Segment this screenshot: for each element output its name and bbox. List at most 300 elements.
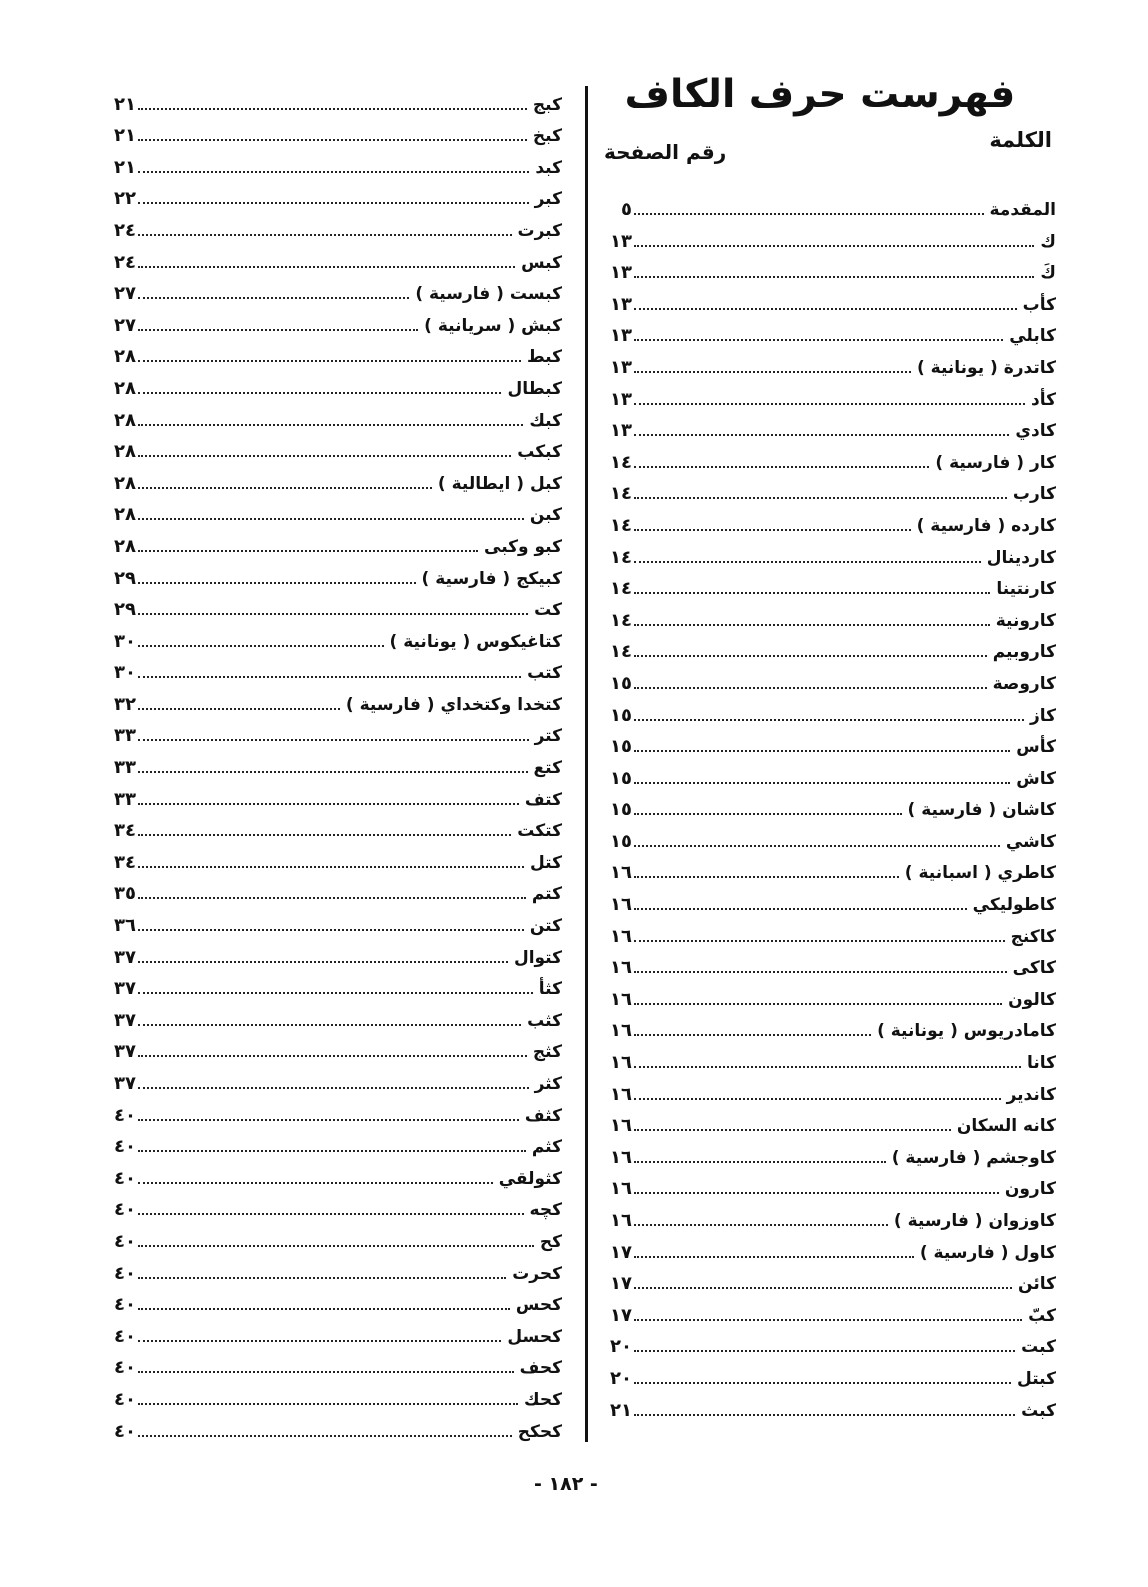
entry-word: كاوجشم ( فارسية )	[891, 1147, 1056, 1168]
index-entry	[596, 915, 1056, 947]
entry-word: كادي	[1015, 421, 1056, 442]
index-entry	[100, 431, 562, 463]
index-entry	[596, 568, 1056, 600]
entry-word: كالون	[1008, 989, 1056, 1010]
dot-leader	[138, 865, 524, 868]
index-entry	[100, 462, 562, 494]
entry-page-number: ١٥	[610, 767, 632, 789]
dot-leader	[634, 1349, 1015, 1352]
entry-page-number: ٣٧	[114, 1073, 136, 1094]
column-divider	[585, 86, 588, 1442]
entry-page-number: ٤٠	[114, 1325, 136, 1347]
index-entry	[596, 978, 1056, 1010]
dot-leader	[138, 328, 418, 331]
index-entry	[100, 115, 562, 147]
index-entry	[596, 852, 1056, 884]
index-entry	[596, 883, 1056, 915]
entry-page-number: ٢١	[114, 125, 136, 147]
entry-page-number: ٢١	[610, 1399, 632, 1421]
entry-word: كاروصة	[992, 673, 1056, 694]
dot-leader	[634, 623, 990, 626]
entry-word: كتر	[534, 726, 562, 747]
index-entry	[596, 820, 1056, 852]
entry-word: كاطري ( اسبانية )	[904, 863, 1056, 884]
index-entry	[596, 694, 1056, 726]
entry-word: كتل	[530, 852, 562, 873]
index-entry	[596, 1168, 1056, 1200]
entry-page-number: ٢٨	[114, 472, 136, 494]
index-entry	[596, 1326, 1056, 1358]
index-entry	[100, 1252, 562, 1284]
entry-page-number: ١٥	[610, 799, 632, 821]
dot-leader	[634, 1160, 886, 1163]
dot-leader	[634, 749, 1010, 752]
dot-leader	[138, 707, 340, 710]
entry-word: كح	[539, 1231, 562, 1252]
index-entry	[100, 1220, 562, 1252]
entry-word: كبطال	[507, 378, 562, 399]
index-entry	[100, 178, 562, 210]
entry-page-number: ٢٧	[114, 314, 136, 336]
entry-page-number: ١٦	[610, 1115, 632, 1137]
left-index-column	[100, 83, 562, 1442]
entry-word: كأس	[1016, 737, 1056, 758]
index-entry	[100, 683, 562, 715]
entry-page-number: ١٣	[610, 230, 632, 252]
dot-leader	[634, 307, 1017, 310]
dot-leader	[138, 1339, 501, 1342]
dot-leader	[634, 244, 1034, 247]
index-entry	[100, 1284, 562, 1316]
index-entry	[596, 536, 1056, 568]
dot-leader	[138, 675, 521, 678]
dot-leader	[634, 844, 1000, 847]
entry-page-number: ٢٤	[114, 219, 136, 241]
dot-leader	[634, 402, 1025, 405]
entry-word: كتب	[527, 663, 562, 684]
entry-page-number: ١٦	[610, 862, 632, 884]
index-entry	[100, 304, 562, 336]
dot-leader	[138, 1307, 510, 1310]
index-entry	[596, 175, 1056, 220]
entry-word: كبش ( سريانية )	[424, 315, 562, 336]
dot-leader	[138, 802, 519, 805]
page-column-header: رقم الصفحة	[604, 140, 727, 164]
entry-page-number: ٤٠	[114, 1167, 136, 1189]
index-entry	[100, 652, 562, 684]
entry-page-number: ١٦	[610, 957, 632, 979]
entry-word: كثر	[534, 1074, 562, 1094]
entry-word: كبك	[529, 410, 562, 431]
entry-word: كبرت	[517, 220, 562, 241]
entry-page-number: ١٦	[610, 925, 632, 947]
entry-page-number: ٢٨	[114, 346, 136, 368]
entry-page-number: ٢٨	[114, 504, 136, 526]
entry-page-number: ١٤	[610, 578, 632, 600]
index-entry	[100, 968, 562, 1000]
entry-page-number: ١٥	[610, 672, 632, 694]
entry-word: ك	[1040, 231, 1056, 252]
index-entry	[596, 1263, 1056, 1295]
dot-leader	[138, 581, 416, 584]
entry-word: كاكنج	[1010, 926, 1056, 947]
index-entry	[100, 557, 562, 589]
index-entry	[100, 1315, 562, 1347]
index-entry	[100, 589, 562, 621]
index-entry	[100, 1094, 562, 1126]
entry-page-number: ١٧	[610, 1241, 632, 1263]
entry-page-number: ١٤	[610, 546, 632, 568]
index-entry	[596, 789, 1056, 821]
index-entry	[596, 1294, 1056, 1326]
entry-page-number: ٣٧	[114, 946, 136, 968]
entry-word: كتن	[529, 916, 562, 937]
entry-word: كبت	[1021, 1337, 1056, 1358]
index-entry	[100, 83, 562, 115]
dot-leader	[634, 1065, 1021, 1068]
dot-leader	[634, 275, 1034, 278]
index-entry	[596, 1199, 1056, 1231]
dot-leader	[138, 960, 508, 963]
dot-leader	[634, 591, 990, 594]
index-entry	[100, 778, 562, 810]
dot-leader	[634, 560, 981, 563]
entry-page-number: ٣٤	[114, 851, 136, 873]
entry-word: كاكى	[1012, 958, 1056, 979]
dot-leader	[634, 1381, 1011, 1384]
dot-leader	[634, 528, 911, 531]
index-entry	[596, 599, 1056, 631]
entry-page-number: ٣٣	[114, 757, 136, 779]
entry-page-number: ٣٧	[114, 1009, 136, 1031]
entry-page-number: ٣٤	[114, 820, 136, 842]
index-entry	[596, 1389, 1056, 1421]
entry-page-number: ١٦	[610, 1210, 632, 1231]
entry-page-number: ٣٥	[114, 883, 136, 905]
dot-leader	[138, 770, 528, 773]
index-entry	[596, 220, 1056, 252]
dot-leader	[138, 738, 529, 741]
index-entry	[596, 441, 1056, 473]
entry-word: كاشان ( فارسية )	[907, 800, 1056, 821]
index-entry	[596, 726, 1056, 758]
dot-leader	[138, 612, 528, 615]
entry-word: كبج	[532, 94, 562, 115]
entry-word: كتوال	[513, 947, 562, 968]
dot-leader	[138, 644, 384, 647]
entry-word: كثم	[531, 1137, 562, 1158]
entry-page-number: ٣٠	[114, 662, 136, 684]
entry-word: كبّ	[1028, 1305, 1056, 1326]
entry-word: كانه السكان	[956, 1116, 1056, 1137]
dot-leader	[138, 1181, 493, 1184]
entry-page-number: ٤٠	[114, 1199, 136, 1221]
index-entry	[596, 315, 1056, 347]
entry-page-number: ١٤	[610, 641, 632, 663]
dot-leader	[138, 359, 521, 362]
entry-word: كأد	[1031, 389, 1056, 410]
index-entry	[100, 1189, 562, 1221]
entry-page-number: ٤٠	[114, 1230, 136, 1252]
entry-page-number: ١٥	[610, 704, 632, 726]
entry-page-number: ١٦	[610, 1178, 632, 1200]
index-entry	[100, 746, 562, 778]
entry-word: كانا	[1026, 1053, 1056, 1074]
index-entry	[596, 504, 1056, 536]
entry-page-number: ٢٨	[114, 409, 136, 431]
dot-leader	[634, 212, 984, 215]
entry-word: كتف	[524, 789, 562, 810]
entry-word: كتخدا وكتخداي ( فارسية )	[345, 694, 562, 715]
index-entry	[100, 1031, 562, 1063]
index-entry	[100, 273, 562, 305]
dot-leader	[634, 781, 1010, 784]
index-entry	[100, 936, 562, 968]
entry-word: كحسل	[507, 1326, 562, 1347]
index-entry	[596, 378, 1056, 410]
entry-word: كارب	[1012, 484, 1056, 505]
entry-word: كار ( فارسية )	[935, 452, 1056, 473]
entry-word: كبث	[1021, 1400, 1056, 1421]
entry-page-number: ١٦	[610, 1052, 632, 1074]
index-entry	[100, 1378, 562, 1410]
entry-page-number: ٢٠	[610, 1336, 632, 1358]
dot-leader	[138, 170, 529, 173]
index-entry	[596, 1105, 1056, 1137]
entry-page-number: ١٣	[610, 262, 632, 284]
entry-word: المقدمة	[989, 200, 1056, 220]
word-column-header: الكلمة	[989, 128, 1052, 152]
index-entry	[596, 1231, 1056, 1263]
dot-leader	[634, 1033, 871, 1036]
dot-leader	[634, 939, 1005, 942]
entry-word: كبخ	[532, 126, 562, 147]
index-entry	[100, 336, 562, 368]
dot-leader	[634, 718, 1024, 721]
entry-word: كبر	[534, 189, 562, 210]
index-entry	[100, 367, 562, 399]
entry-word: كحك	[524, 1389, 562, 1410]
entry-word: كثأ	[538, 979, 562, 1000]
entry-word: كحس	[515, 1295, 562, 1316]
dot-leader	[634, 496, 1007, 499]
right-index-column	[596, 175, 1056, 1421]
index-entry	[100, 1126, 562, 1158]
index-entry	[596, 947, 1056, 979]
index-entry	[596, 473, 1056, 505]
entry-page-number: ٣٦	[114, 915, 136, 937]
dot-leader	[138, 928, 524, 931]
entry-word: كاردينال	[986, 547, 1056, 568]
entry-page-number: ٢٩	[114, 567, 136, 589]
index-entry	[596, 346, 1056, 378]
entry-word: كتع	[533, 758, 562, 779]
entry-word: كتاغيكوس ( يونانية )	[389, 631, 562, 652]
entry-word: كاول ( فارسية )	[919, 1242, 1056, 1263]
index-entry	[596, 1357, 1056, 1389]
entry-word: كاروبيم	[992, 642, 1056, 663]
entry-page-number: ٢٢	[114, 188, 136, 210]
entry-page-number: ٤٠	[114, 1357, 136, 1379]
entry-page-number: ٢٧	[114, 283, 136, 305]
entry-page-number: ١٣	[610, 325, 632, 347]
dot-leader	[138, 896, 526, 899]
dot-leader	[634, 812, 902, 815]
entry-word: كاز	[1029, 705, 1056, 726]
dot-leader	[138, 1023, 521, 1026]
entry-word: كارنتينا	[996, 579, 1056, 600]
entry-page-number: ٢٠	[610, 1367, 632, 1389]
entry-page-number: ٤٠	[114, 1104, 136, 1126]
entry-page-number: ٣٣	[114, 725, 136, 747]
entry-page-number: ١٣	[610, 388, 632, 410]
dot-leader	[634, 338, 1003, 341]
dot-leader	[138, 833, 511, 836]
index-entry	[100, 1410, 562, 1442]
entry-page-number: ١٦	[610, 1083, 632, 1105]
dot-leader	[634, 875, 899, 878]
entry-word: كبتل	[1017, 1368, 1056, 1389]
entry-word: كابلي	[1009, 326, 1056, 347]
entry-page-number: ٢١	[114, 93, 136, 115]
entry-word: كبل ( ايطالية )	[437, 473, 562, 494]
entry-page-number: ١٤	[610, 451, 632, 473]
entry-page-number: ٣٣	[114, 788, 136, 810]
entry-word: كَ	[1040, 263, 1056, 284]
index-entry	[100, 399, 562, 431]
index-entry	[100, 241, 562, 273]
entry-word: كبس	[521, 252, 562, 273]
entry-page-number: ٢١	[114, 156, 136, 178]
entry-word: كائن	[1018, 1274, 1056, 1295]
entry-page-number: ١٤	[610, 483, 632, 505]
dot-leader	[634, 1413, 1015, 1416]
entry-word: كحكح	[517, 1421, 562, 1442]
entry-page-number: ٢٨	[114, 377, 136, 399]
dot-leader	[138, 549, 478, 552]
dot-leader	[138, 1212, 524, 1215]
entry-page-number: ١٦	[610, 1020, 632, 1042]
entry-word: كاتدرة ( يونانية )	[916, 357, 1056, 378]
entry-word: كاطوليكي	[972, 895, 1056, 916]
entry-page-number: ٢٨	[114, 441, 136, 463]
index-entry	[100, 873, 562, 905]
entry-page-number: ٢٨	[114, 535, 136, 557]
entry-page-number: ٣٠	[114, 630, 136, 652]
index-entry	[596, 1041, 1056, 1073]
entry-page-number: ١٥	[610, 736, 632, 758]
entry-word: كبو وكبى	[484, 536, 562, 557]
dot-leader	[634, 686, 987, 689]
index-entry	[596, 757, 1056, 789]
index-entry	[596, 252, 1056, 284]
index-entry	[100, 494, 562, 526]
entry-word: كحف	[519, 1358, 562, 1379]
dot-leader	[138, 1402, 518, 1405]
entry-word: كچه	[529, 1200, 562, 1221]
dot-leader	[634, 1097, 1001, 1100]
entry-word: كاش	[1016, 768, 1056, 789]
entry-word: كبست ( فارسية )	[415, 284, 562, 305]
dot-leader	[138, 201, 529, 204]
entry-word: كت	[534, 600, 562, 621]
entry-page-number: ١٧	[610, 1304, 632, 1326]
entry-word: كبن	[529, 505, 562, 526]
index-entry	[100, 810, 562, 842]
index-entry	[596, 410, 1056, 442]
entry-page-number: ١٣	[610, 356, 632, 378]
entry-word: كثج	[532, 1042, 562, 1063]
index-entry	[100, 209, 562, 241]
entry-word: كبيكج ( فارسية )	[421, 568, 562, 589]
dot-leader	[138, 1118, 519, 1121]
entry-word: كارونية	[995, 610, 1056, 631]
index-entry	[596, 662, 1056, 694]
index-entry	[596, 283, 1056, 315]
entry-page-number: ٣٢	[114, 693, 136, 715]
entry-page-number: ٣٧	[114, 1041, 136, 1063]
entry-page-number: ١٤	[610, 514, 632, 536]
dot-leader	[138, 991, 533, 994]
dot-leader	[634, 433, 1009, 436]
dot-leader	[138, 296, 409, 299]
index-entry	[596, 1073, 1056, 1105]
index-entry	[100, 999, 562, 1031]
entry-word: كثف	[524, 1105, 562, 1126]
entry-page-number: ٤٠	[114, 1136, 136, 1158]
dot-leader	[634, 907, 967, 910]
entry-page-number: ١٣	[610, 420, 632, 442]
entry-word: كاندير	[1006, 1084, 1056, 1105]
dot-leader	[138, 1434, 512, 1437]
page-number: - ١٨٢ -	[534, 1473, 598, 1495]
entry-page-number: ١٦	[610, 988, 632, 1010]
entry-page-number: ١٧	[610, 1273, 632, 1295]
dot-leader	[138, 454, 511, 457]
entry-word: كارون	[1004, 1179, 1056, 1200]
dot-leader	[634, 1002, 1002, 1005]
entry-page-number: ٤٠	[114, 1420, 136, 1442]
entry-word: كبكب	[517, 442, 562, 463]
entry-page-number: ٢٤	[114, 251, 136, 273]
entry-page-number: ١٦	[610, 894, 632, 916]
index-entry	[596, 631, 1056, 663]
entry-word: كاشي	[1005, 831, 1056, 852]
dot-leader	[634, 1128, 951, 1131]
dot-leader	[634, 465, 929, 468]
dot-leader	[138, 265, 515, 268]
dot-leader	[138, 1054, 527, 1057]
index-entry	[100, 620, 562, 652]
entry-word: كتكت	[517, 821, 562, 842]
dot-leader	[138, 391, 501, 394]
dot-leader	[634, 1223, 888, 1226]
entry-page-number: ٤٠	[114, 1388, 136, 1410]
dot-leader	[138, 1149, 526, 1152]
dot-leader	[138, 1086, 529, 1089]
index-entry	[100, 146, 562, 178]
entry-word: كأب	[1022, 294, 1056, 315]
entry-page-number: ١٥	[610, 830, 632, 852]
index-entry	[596, 1136, 1056, 1168]
index-entry	[100, 841, 562, 873]
dot-leader	[634, 654, 987, 657]
dot-leader	[138, 1276, 506, 1279]
index-entry	[100, 904, 562, 936]
entry-page-number: ٤٠	[114, 1294, 136, 1316]
dot-leader	[634, 1286, 1012, 1289]
entry-word: كتم	[531, 884, 562, 905]
